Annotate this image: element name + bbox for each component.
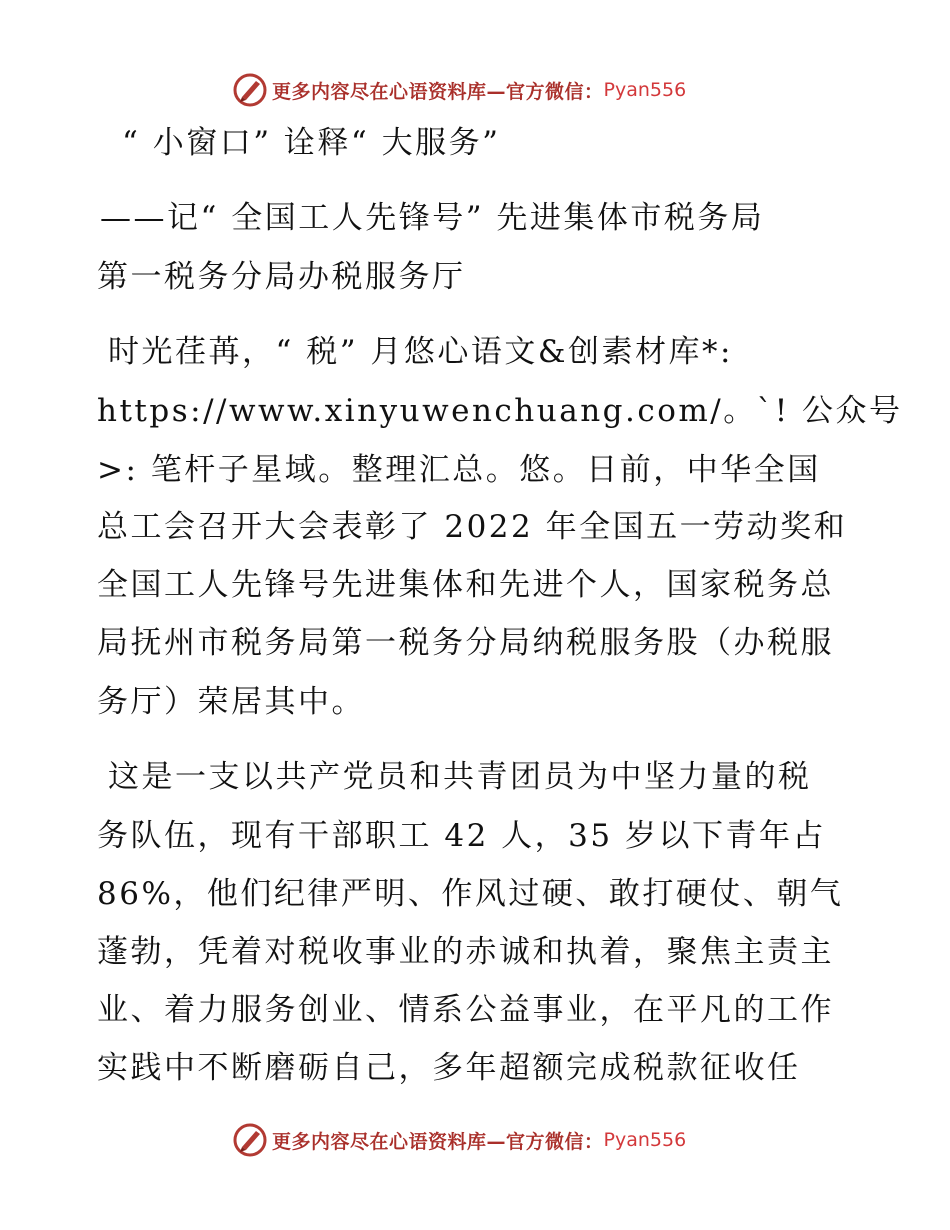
paragraph-line: 局抚州市税务局第一税务分局纳税服务股（办税服	[97, 625, 834, 661]
paragraph-line: 86%，他们纪律严明、作风过硬、敢打硬仗、朝气	[97, 876, 844, 912]
watermark-text: 更多内容尽在心语资料库—官方微信：	[272, 1130, 604, 1153]
paragraph-line: 务队伍，现有干部职工 42 人，35 岁以下青年占	[97, 818, 826, 854]
paragraph-line: https://www.xinyuwenchuang.com/。`! 公众号	[97, 393, 903, 429]
watermark-account: Pyan556	[603, 79, 687, 101]
paragraph-line: 这是一支以共产党员和共青团员为中坚力量的税	[108, 759, 812, 795]
document-subtitle-line: 第一税务分局办税服务厅	[97, 259, 466, 295]
watermark-account: Pyan556	[603, 1129, 687, 1151]
paragraph-line: 务厅）荣居其中。	[97, 684, 365, 720]
paragraph-line: 时光荏苒，“ 税” 月悠心语文&创素材库*:	[108, 334, 733, 370]
watermark-text: 更多内容尽在心语资料库—官方微信：	[272, 80, 604, 103]
document-subtitle-line: ——记“ 全国工人先锋号” 先进集体市税务局	[100, 200, 765, 236]
paragraph-line: 总工会召开大会表彰了 2022 年全国五一劳动奖和	[97, 509, 848, 545]
document-title: “ 小窗口” 诠释“ 大服务”	[122, 125, 501, 161]
header-watermark	[232, 70, 686, 110]
paragraph-line: 实践中不断磨砺自己，多年超额完成税款征收任	[97, 1050, 801, 1086]
paragraph-line: 业、着力服务创业、情系公益事业，在平凡的工作	[97, 992, 834, 1028]
footer-watermark	[232, 1120, 686, 1160]
pen-logo-icon	[232, 72, 268, 108]
paragraph-line: 全国工人先锋号先进集体和先进个人，国家税务总	[97, 567, 834, 603]
paragraph-line: 蓬勃，凭着对税收事业的赤诚和执着，聚焦主责主	[97, 934, 834, 970]
paragraph-line: >: 笔杆子星域。整理汇总。悠。日前，中华全国	[97, 452, 821, 488]
pen-logo-icon	[232, 1122, 268, 1158]
